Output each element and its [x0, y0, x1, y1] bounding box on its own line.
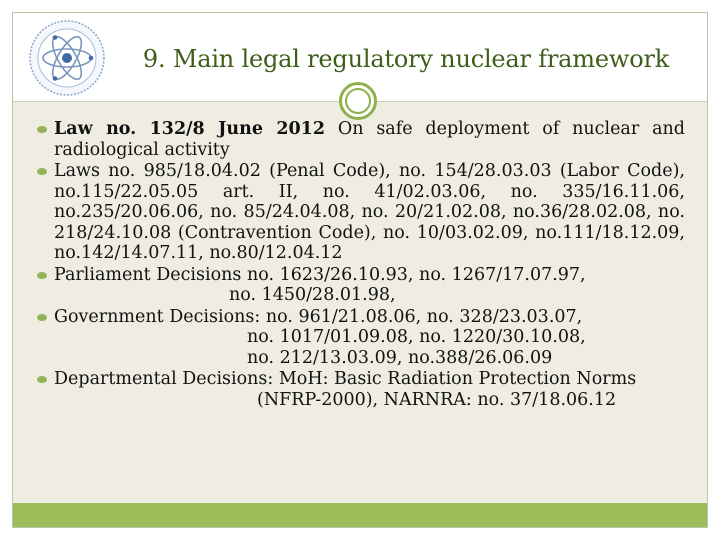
departmental-line-2: (NFRP-2000), NARNRA: no. 37/18.06.12: [257, 389, 617, 410]
parliament-line-1: Parliament Decisions no. 1623/26.10.93, no. 1267/17.07.97,: [54, 264, 586, 285]
government-line-2: no. 1017/01.09.08, no. 1220/30.10.08,: [247, 327, 586, 347]
parliament-line-2: no. 1450/28.01.98,: [229, 285, 396, 305]
list-item-government: [37, 307, 685, 369]
laws-text: Laws no. 985/18.04.02 (Penal Code), no. 154/28.03.03 (Labor Code), no.115/22.05.05 art. II, no. 41/02.03.06, no. 335/16.11.06, no.235/20.06.06, no. 85/24.04.08, no. 20/21.02.08, no.36/28.02.08, no. 218/24.10.08 (Contravention Code), no. 10/03.02.09, no.111/18.12.09, no.142/14.07.11, no.80/12.04.12: [54, 161, 685, 263]
slide-title: 9. Main legal regulatory nuclear framework: [142, 45, 670, 73]
government-line-1: Government Decisions: no. 961/21.08.06, no. 328/23.03.07,: [54, 306, 583, 327]
list-item-parliament: [37, 265, 685, 306]
list-item-departmental: [37, 369, 685, 410]
double-ring-icon: [339, 82, 377, 120]
atom-emblem-icon: [27, 18, 107, 98]
bullet-list: [37, 119, 685, 411]
oval-bullet-icon: [37, 314, 47, 321]
government-line-3: no. 212/13.03.09, no.388/26.06.09: [247, 347, 553, 368]
oval-bullet-icon: [37, 272, 47, 279]
law-title: Law no. 132/8 June 2012: [54, 119, 326, 139]
oval-bullet-icon: [37, 126, 47, 133]
list-item-laws: [37, 161, 685, 264]
oval-bullet-icon: [37, 376, 47, 383]
list-item-law: [37, 119, 685, 160]
footer-bar: [13, 503, 707, 527]
oval-bullet-icon: [37, 168, 47, 175]
law-description: On safe deployment of nuclear and radiological activity: [54, 119, 685, 160]
slide: [12, 12, 708, 528]
departmental-line-1: Departmental Decisions: MoH: Basic Radiation Protection Norms: [54, 369, 637, 389]
